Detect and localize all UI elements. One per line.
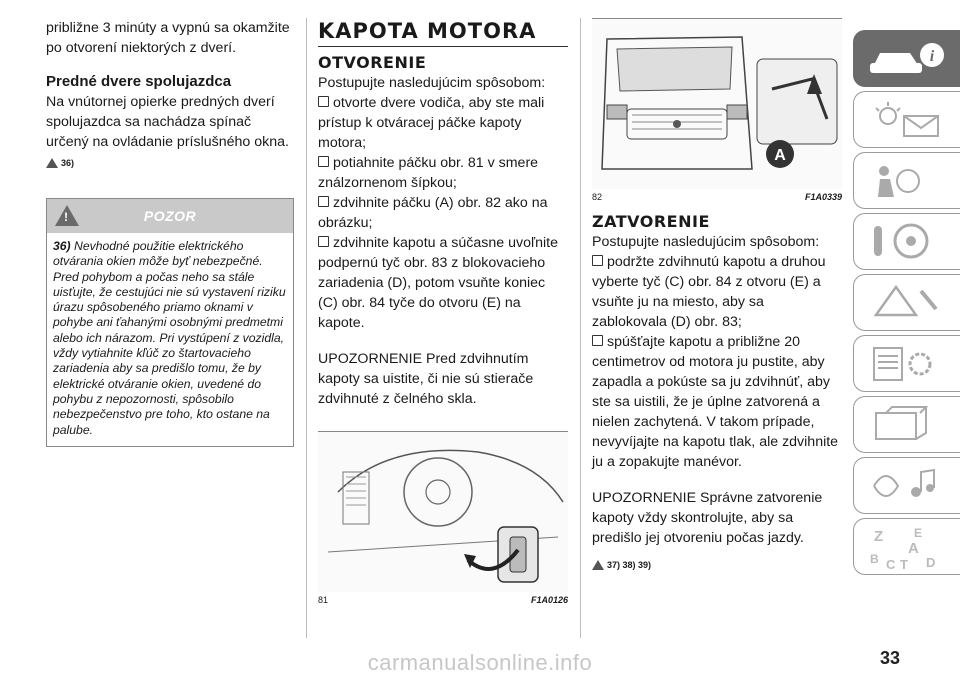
warning-reference: 36): [46, 158, 294, 168]
subtitle-close: ZATVORENIE: [592, 212, 710, 231]
tab-car-info[interactable]: [853, 30, 960, 87]
tab-index[interactable]: [853, 518, 960, 575]
steering-key-icon: [866, 220, 946, 262]
left-column: [46, 18, 294, 447]
svg-text:C: C: [886, 557, 896, 569]
warning-box: [46, 198, 294, 447]
dashboard-lever-illustration: [318, 432, 568, 592]
section-paragraph: Na vnútornej opierke predných dverí spolujazdca sa nachádza spínač určený na ovládanie príslušného okna.: [46, 94, 289, 150]
technical-data-icon: [866, 403, 946, 445]
svg-text:Z: Z: [874, 528, 884, 545]
tab-emergency[interactable]: [853, 274, 960, 331]
warning-triangle-icon: [46, 158, 58, 168]
tab-safety[interactable]: [853, 152, 960, 209]
tab-technical-data[interactable]: [853, 396, 960, 453]
tab-multimedia[interactable]: [853, 457, 960, 514]
svg-text:T: T: [900, 557, 908, 569]
tab-maintenance[interactable]: [853, 335, 960, 392]
checkbox-bullet-icon: [318, 236, 329, 247]
checkbox-bullet-icon: [318, 196, 329, 207]
figure-caption: 82 F1A0339: [592, 192, 842, 202]
svg-text:i: i: [929, 48, 935, 65]
checkbox-bullet-icon: [592, 255, 603, 266]
lead-text: Postupujte nasledujúcim spôsobom:: [592, 234, 820, 250]
tab-starting-driving[interactable]: [853, 213, 960, 270]
svg-text:E: E: [914, 526, 923, 540]
svg-text:D: D: [926, 555, 936, 569]
list-item: zdvihnite páčku (A) obr. 82 ako na obrázku;: [318, 195, 548, 231]
figure-81: [318, 431, 568, 605]
middle-column: [318, 18, 568, 605]
subtitle-open: OTVORENIE: [318, 53, 427, 72]
van-front-illustration: [592, 19, 842, 189]
svg-text:B: B: [870, 552, 879, 566]
right-column: [592, 18, 842, 570]
list-item: spúšťajte kapotu a približne 20 centimetrov od motora ju pustite, aby zapadla a pokúste sa ju zdvihnúť, aby ste sa uistili, že je úplne zatvorená a nielen zachytená. V takom prípade, nevyvíjajte na kapotu tlak, ale zdvihnite ju a zopakujte manévor.: [592, 334, 839, 470]
warning-title: POZOR: [143, 208, 197, 224]
warning-header: ! POZOR: [47, 199, 293, 233]
checkbox-bullet-icon: [318, 96, 329, 107]
index-icon: [866, 525, 946, 569]
chapter-tabs: [853, 30, 960, 579]
callout-label-a: A: [774, 147, 786, 164]
section-heading: Predné dvere spolujazdca: [46, 73, 232, 90]
tab-warning-lights[interactable]: [853, 91, 960, 148]
car-info-icon: [866, 37, 946, 79]
multimedia-icon: [866, 464, 946, 506]
breakdown-icon: [866, 281, 946, 323]
column-divider: [306, 18, 307, 638]
warning-triangle-icon: [592, 560, 604, 570]
column-divider: [580, 18, 581, 638]
list-item: potiahnite páčku obr. 81 v smere ználzornenom šípkou;: [318, 155, 539, 191]
caution-note: UPOZORNENIE Správne zatvorenie kapoty vždy skontrolujte, aby sa predišlo jej otvoreniu počas jazdy.: [592, 490, 823, 546]
page-title: KAPOTA MOTORA: [318, 19, 537, 43]
figure-caption: 81 F1A0126: [318, 595, 568, 605]
list-item: podržte zdvihnutú kapotu a druhou vyberte tyč (C) obr. 84 z otvoru (E) a vsuňte ju na miesto, aby sa zablokovala (D) obr. 83;: [592, 254, 826, 330]
list-item: zdvihnite kapotu a súčasne uvoľnite podpernú tyč obr. 83 z blokovacieho zariadenia (D), potom vsuňte koniec (C) obr. 84 tyče do otvoru (E) na kapote.: [318, 235, 558, 331]
page-number: 33: [880, 648, 901, 668]
maintenance-icon: [866, 342, 946, 384]
checkbox-bullet-icon: [318, 156, 329, 167]
lead-text: Postupujte nasledujúcim spôsobom:: [318, 75, 546, 91]
figure-82: [592, 18, 842, 202]
checkbox-bullet-icon: [592, 335, 603, 346]
warning-body: 36) Nevhodné použitie elektrického otvárania okien môže byť nebezpečné. Pred pohybom a počas neho sa stále uisťujte, že cestujúci nie sú vystavení riziku úrazu spôsobeného priamo oknami v pohybe ani ťahanými osobnými predmetmi alebo ich nárazom. Pri vystúpení z vozidla, vždy vytiahnite kľúč zo štartovacieho zariadenia aby sa predišlo tomu, že by elektrické otváranie okien, uvedené do pohybu z nepozornosti, spôsobilo nebezpečenstvo pre toho, kto ostane na palube.: [53, 239, 286, 437]
intro-text: približne 3 minúty a vypnú sa okamžite po otvorení niektorých z dverí.: [46, 20, 290, 56]
warning-lights-icon: [866, 98, 946, 140]
list-item: otvorte dvere vodiča, aby ste mali prístup k otváracej páčke kapoty motora;: [318, 95, 545, 151]
title-rule: [318, 46, 568, 47]
svg-text:A: A: [908, 540, 919, 557]
warning-reference: 37) 38) 39): [592, 560, 842, 570]
airbag-icon: [866, 159, 946, 201]
watermark: carmanualsonline.info: [367, 650, 593, 675]
caution-note: UPOZORNENIE Pred zdvihnutím kapoty sa uistite, či nie sú stierače zdvihnuté z čelného skla.: [318, 351, 534, 407]
